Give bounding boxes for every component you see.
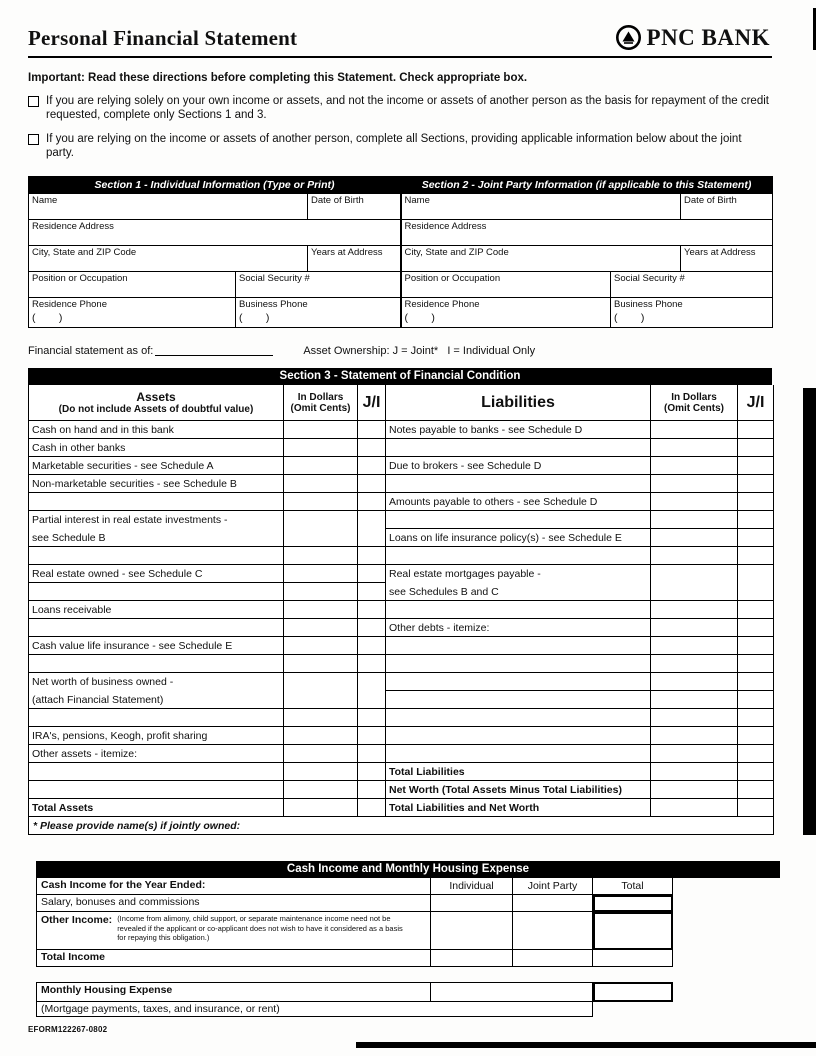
total-income-label: Total Income — [37, 950, 431, 967]
asset-amount-cell[interactable] — [284, 529, 358, 547]
liability-ji-cell[interactable] — [738, 799, 773, 817]
liability-ji-cell[interactable] — [738, 709, 773, 727]
asset-amount-cell[interactable] — [284, 745, 358, 763]
residence-phone-label: Residence Phone — [32, 299, 107, 311]
income-table — [36, 878, 781, 967]
liability-label — [386, 439, 651, 457]
liability-ji-cell[interactable] — [738, 601, 773, 619]
liability-label: Loans on life insurance policy(s) - see Schedule E — [386, 529, 651, 547]
section-1-header: Section 1 - Individual Information (Type or Print) — [29, 177, 401, 194]
salary-total-cell[interactable] — [593, 895, 673, 912]
asset-ji-cell[interactable] — [358, 619, 386, 637]
liability-label — [386, 727, 651, 745]
joint-city-state-zip-field[interactable] — [401, 246, 681, 272]
liability-label: Real estate mortgages payable - — [386, 565, 651, 583]
salary-label: Salary, bonuses and commissions — [37, 895, 431, 912]
assets-ji-header: J/I — [358, 385, 386, 421]
asset-label: Total Assets — [29, 799, 284, 817]
liability-amount-cell[interactable] — [651, 547, 738, 565]
joint-residence-phone-field[interactable] — [401, 298, 611, 328]
asset-label — [29, 655, 284, 673]
liabilities-dollars-header: In Dollars (Omit Cents) — [651, 385, 738, 421]
liability-label — [386, 655, 651, 673]
phone-parentheses: ( ) — [614, 312, 645, 325]
liability-label: see Schedules B and C — [386, 583, 651, 601]
liability-label: Net Worth (Total Assets Minus Total Liabilities) — [386, 781, 651, 799]
liabilities-ji-header: J/I — [738, 385, 773, 421]
liability-ji-cell[interactable] — [738, 457, 773, 475]
asset-amount-cell[interactable] — [284, 763, 358, 781]
financial-condition-row — [29, 493, 773, 511]
liability-ji-cell[interactable] — [738, 727, 773, 745]
individual-years-at-address-field[interactable] — [308, 246, 401, 272]
checkbox-option-joint-party — [28, 133, 772, 160]
financial-condition-row — [29, 709, 773, 727]
asset-label: (attach Financial Statement) — [29, 691, 284, 709]
liability-ji-cell[interactable] — [738, 583, 773, 601]
section-1-2-table — [28, 176, 773, 328]
as-of-date-input[interactable] — [155, 344, 273, 356]
brand-name: PNC BANK — [646, 24, 770, 50]
business-phone-label: Business Phone — [239, 299, 308, 311]
jointly-owned-footnote: * Please provide name(s) if jointly owned: — [33, 819, 241, 832]
asset-ji-cell[interactable] — [358, 781, 386, 799]
individual-occupation-field[interactable] — [29, 272, 236, 298]
as-of-label: Financial statement as of: — [28, 345, 154, 358]
total-income-joint-cell[interactable] — [513, 950, 593, 967]
asset-amount-cell[interactable] — [284, 457, 358, 475]
liability-amount-cell[interactable] — [651, 529, 738, 547]
asset-label — [29, 547, 284, 565]
liability-ji-cell[interactable] — [738, 673, 773, 691]
occupation-label: Position or Occupation — [32, 273, 128, 285]
asset-label — [29, 781, 284, 799]
asset-label: Marketable securities - see Schedule A — [29, 457, 284, 475]
liability-label — [386, 511, 651, 529]
scan-artifact-bottom-bar — [356, 1042, 816, 1048]
checkbox-option-own-income — [28, 95, 772, 122]
liability-label — [386, 709, 651, 727]
liability-amount-cell[interactable] — [651, 673, 738, 691]
phone-parentheses: ( ) — [404, 312, 435, 325]
city-state-zip-label: City, State and ZIP Code — [404, 247, 509, 259]
liability-label: Other debts - itemize: — [386, 619, 651, 637]
dob-label: Date of Birth — [311, 195, 364, 207]
asset-ji-cell[interactable] — [358, 745, 386, 763]
liability-amount-cell[interactable] — [651, 709, 738, 727]
liability-amount-cell[interactable] — [651, 637, 738, 655]
asset-amount-cell[interactable] — [284, 799, 358, 817]
own-income-checkbox[interactable] — [28, 96, 39, 107]
asset-amount-cell[interactable] — [284, 511, 358, 529]
asset-amount-cell[interactable] — [284, 727, 358, 745]
asset-ji-cell[interactable] — [358, 763, 386, 781]
asset-ji-cell[interactable] — [358, 727, 386, 745]
financial-condition-row — [29, 565, 773, 583]
liability-ji-cell[interactable] — [738, 691, 773, 709]
joint-name-field[interactable] — [401, 194, 681, 220]
liability-ji-cell[interactable] — [738, 763, 773, 781]
asset-amount-cell[interactable] — [284, 655, 358, 673]
liability-label — [386, 745, 651, 763]
liability-amount-cell[interactable] — [651, 655, 738, 673]
liability-amount-cell[interactable] — [651, 439, 738, 457]
liability-label — [386, 475, 651, 493]
asset-label — [29, 709, 284, 727]
joint-party-column-header: Joint Party — [513, 878, 593, 895]
financial-condition-row — [29, 529, 773, 547]
total-income-individual-cell[interactable] — [431, 950, 513, 967]
joint-years-at-address-field[interactable] — [681, 246, 773, 272]
total-column-header: Total — [593, 878, 673, 895]
asset-label: IRA's, pensions, Keogh, profit sharing — [29, 727, 284, 745]
section-3 — [28, 368, 772, 835]
asset-amount-cell[interactable] — [284, 547, 358, 565]
salary-individual-cell[interactable] — [431, 895, 513, 912]
liability-ji-cell[interactable] — [738, 745, 773, 763]
liability-ji-cell[interactable] — [738, 493, 773, 511]
asset-label: Net worth of business owned - — [29, 673, 284, 691]
own-income-checkbox-label: If you are relying solely on your own income or assets, and not the income or assets of another person as the basis for repayment of the credit requested, complete only Sections 1 and 3. — [46, 95, 769, 121]
other-income-label-cell — [37, 912, 431, 950]
liability-label: Amounts payable to others - see Schedule D — [386, 493, 651, 511]
asset-ji-cell[interactable] — [358, 583, 386, 601]
residence-address-label: Residence Address — [32, 221, 114, 233]
asset-amount-cell[interactable] — [284, 565, 358, 583]
asset-label — [29, 493, 284, 511]
asset-ji-cell[interactable] — [358, 457, 386, 475]
asset-amount-cell[interactable] — [284, 637, 358, 655]
asset-ji-cell[interactable] — [358, 655, 386, 673]
liability-amount-cell[interactable] — [651, 601, 738, 619]
asset-label: Other assets - itemize: — [29, 745, 284, 763]
asset-ji-cell[interactable] — [358, 439, 386, 457]
asset-ji-cell[interactable] — [358, 709, 386, 727]
income-section — [36, 861, 772, 1017]
asset-label — [29, 583, 284, 601]
asset-ji-cell[interactable] — [358, 799, 386, 817]
asset-ji-cell[interactable] — [358, 475, 386, 493]
liability-label: Due to brokers - see Schedule D — [386, 457, 651, 475]
asset-amount-cell[interactable] — [284, 475, 358, 493]
monthly-housing-table — [36, 982, 781, 1017]
asset-amount-cell[interactable] — [284, 493, 358, 511]
salary-joint-cell[interactable] — [513, 895, 593, 912]
liability-amount-cell[interactable] — [651, 493, 738, 511]
asset-label: Real estate owned - see Schedule C — [29, 565, 284, 583]
joint-dob-field[interactable] — [681, 194, 773, 220]
form-number: EFORM122267-0802 — [28, 1025, 108, 1035]
occupation-label: Position or Occupation — [404, 273, 501, 285]
individual-ssn-field[interactable] — [236, 272, 401, 298]
page-title: Personal Financial Statement — [28, 26, 298, 50]
liability-label — [386, 673, 651, 691]
asset-label: Cash on hand and in this bank — [29, 421, 284, 439]
financial-condition-row — [29, 439, 773, 457]
financial-condition-row — [29, 727, 773, 745]
instructions-heading: Important: Read these directions before completing this Statement. Check appropriate box. — [28, 72, 528, 84]
financial-condition-row — [29, 457, 773, 475]
other-income-individual-cell[interactable] — [431, 912, 513, 950]
section-3-title: Section 3 - Statement of Financial Condition — [28, 368, 772, 385]
liability-label: Total Liabilities and Net Worth — [386, 799, 651, 817]
year-ended-label: Cash Income for the Year Ended: — [37, 878, 431, 895]
individual-residence-address-field[interactable] — [29, 220, 401, 246]
liability-amount-cell[interactable] — [651, 799, 738, 817]
liability-amount-cell[interactable] — [651, 727, 738, 745]
asset-amount-cell[interactable] — [284, 673, 358, 691]
financial-condition-row — [29, 547, 773, 565]
liability-amount-cell[interactable] — [651, 565, 738, 583]
asset-label: Cash value life insurance - see Schedule E — [29, 637, 284, 655]
individual-business-phone-field[interactable] — [236, 298, 401, 328]
liability-ji-cell[interactable] — [738, 655, 773, 673]
monthly-housing-mid-cell[interactable] — [431, 982, 593, 1002]
statement-as-of-line — [28, 344, 772, 357]
financial-condition-row — [29, 475, 773, 493]
financial-condition-row — [29, 781, 773, 799]
liability-amount-cell[interactable] — [651, 511, 738, 529]
financial-condition-row — [29, 511, 773, 529]
other-income-joint-cell[interactable] — [513, 912, 593, 950]
asset-ownership-legend: Asset Ownership: J = Joint* I = Individual Only — [303, 345, 536, 358]
dob-label: Date of Birth — [684, 195, 737, 207]
section-3-column-headers — [29, 385, 773, 421]
other-income-label: Other Income: — [41, 914, 113, 927]
ssn-label: Social Security # — [614, 273, 685, 285]
asset-ji-cell[interactable] — [358, 529, 386, 547]
liability-amount-cell[interactable] — [651, 583, 738, 601]
liability-ji-cell[interactable] — [738, 619, 773, 637]
masthead — [28, 24, 772, 51]
section-2-header: Section 2 - Joint Party Information (if applicable to this Statement) — [401, 177, 773, 194]
asset-label — [29, 763, 284, 781]
years-at-address-label: Years at Address — [684, 247, 756, 259]
joint-party-checkbox[interactable] — [28, 134, 39, 145]
asset-amount-cell[interactable] — [284, 619, 358, 637]
mortgage-note: (Mortgage payments, taxes, and insurance, or rent) — [37, 1002, 593, 1017]
asset-amount-cell[interactable] — [284, 601, 358, 619]
joint-business-phone-field[interactable] — [611, 298, 773, 328]
asset-ji-cell[interactable] — [358, 565, 386, 583]
liability-ji-cell[interactable] — [738, 781, 773, 799]
asset-label: Cash in other banks — [29, 439, 284, 457]
phone-parentheses: ( ) — [32, 312, 63, 325]
financial-condition-row — [29, 799, 773, 817]
liability-ji-cell[interactable] — [738, 511, 773, 529]
liability-amount-cell[interactable] — [651, 475, 738, 493]
asset-ji-cell[interactable] — [358, 511, 386, 529]
name-label: Name — [404, 195, 430, 207]
other-income-note: (Income from alimony, child support, or separate maintenance income need not be revealed if the applicant or co-applicant does not wish to have it considered as a basis for repaying this obligation.) — [117, 914, 403, 942]
liability-amount-cell[interactable] — [651, 763, 738, 781]
monthly-housing-total-cell[interactable] — [593, 982, 673, 1002]
joint-ssn-field[interactable] — [611, 272, 773, 298]
liability-label — [386, 601, 651, 619]
assets-header-line2: (Do not include Assets of doubtful value) — [58, 404, 254, 416]
liability-label — [386, 691, 651, 709]
individual-column-header: Individual — [431, 878, 513, 895]
asset-ji-cell[interactable] — [358, 601, 386, 619]
asset-ji-cell[interactable] — [358, 493, 386, 511]
asset-ji-cell[interactable] — [358, 673, 386, 691]
financial-condition-row — [29, 691, 773, 709]
ssn-label: Social Security # — [239, 273, 310, 285]
residence-address-label: Residence Address — [404, 221, 487, 233]
section-3-table — [28, 385, 774, 835]
income-section-title: Cash Income and Monthly Housing Expense — [36, 861, 780, 878]
years-at-address-label: Years at Address — [311, 247, 383, 259]
joint-residence-address-field[interactable] — [401, 220, 773, 246]
income-table-filler — [673, 878, 781, 895]
asset-amount-cell[interactable] — [284, 709, 358, 727]
financial-condition-row — [29, 619, 773, 637]
total-income-total-cell[interactable] — [593, 950, 673, 967]
financial-condition-row — [29, 583, 773, 601]
other-income-total-cell[interactable] — [593, 912, 673, 950]
liability-ji-cell[interactable] — [738, 565, 773, 583]
liabilities-column-header: Liabilities — [386, 385, 651, 421]
individual-residence-phone-field[interactable] — [29, 298, 236, 328]
asset-ji-cell[interactable] — [358, 637, 386, 655]
liability-ji-cell[interactable] — [738, 637, 773, 655]
asset-amount-cell[interactable] — [284, 691, 358, 709]
joint-occupation-field[interactable] — [401, 272, 611, 298]
liability-label — [386, 547, 651, 565]
asset-label: Loans receivable — [29, 601, 284, 619]
pnc-logo-icon — [615, 24, 642, 51]
liability-label: Total Liabilities — [386, 763, 651, 781]
liability-ji-cell[interactable] — [738, 421, 773, 439]
asset-label — [29, 619, 284, 637]
asset-ji-cell[interactable] — [358, 691, 386, 709]
liability-label — [386, 637, 651, 655]
asset-label: Partial interest in real estate investments - — [29, 511, 284, 529]
financial-condition-row — [29, 601, 773, 619]
financial-condition-row — [29, 637, 773, 655]
city-state-zip-label: City, State and ZIP Code — [32, 247, 137, 259]
header-rule — [28, 56, 772, 58]
asset-ji-cell[interactable] — [358, 547, 386, 565]
liability-ji-cell[interactable] — [738, 529, 773, 547]
monthly-housing-label: Monthly Housing Expense — [37, 982, 431, 1002]
financial-condition-row — [29, 421, 773, 439]
liability-ji-cell[interactable] — [738, 547, 773, 565]
assets-header-line1: Assets — [136, 390, 176, 405]
residence-phone-label: Residence Phone — [404, 299, 480, 311]
asset-amount-cell[interactable] — [284, 439, 358, 457]
asset-label: Non-marketable securities - see Schedule B — [29, 475, 284, 493]
asset-amount-cell[interactable] — [284, 781, 358, 799]
individual-name-field[interactable] — [29, 194, 308, 220]
liability-amount-cell[interactable] — [651, 421, 738, 439]
asset-ji-cell[interactable] — [358, 421, 386, 439]
joint-party-checkbox-label: If you are relying on the income or assets of another person, complete all Sections, providing applicable information below about the joint party. — [46, 133, 742, 159]
assets-column-header — [29, 385, 284, 421]
liability-ji-cell[interactable] — [738, 439, 773, 457]
individual-dob-field[interactable] — [308, 194, 401, 220]
financial-condition-row — [29, 745, 773, 763]
liability-label: Notes payable to banks - see Schedule D — [386, 421, 651, 439]
scan-artifact-right-bar — [803, 388, 816, 835]
financial-condition-row — [29, 673, 773, 691]
asset-label: see Schedule B — [29, 529, 284, 547]
liability-amount-cell[interactable] — [651, 781, 738, 799]
liability-ji-cell[interactable] — [738, 475, 773, 493]
individual-city-state-zip-field[interactable] — [29, 246, 308, 272]
liability-amount-cell[interactable] — [651, 691, 738, 709]
liability-amount-cell[interactable] — [651, 457, 738, 475]
assets-dollars-header: In Dollars (Omit Cents) — [284, 385, 358, 421]
asset-amount-cell[interactable] — [284, 583, 358, 601]
liability-amount-cell[interactable] — [651, 745, 738, 763]
pnc-logo — [615, 24, 772, 51]
financial-condition-row — [29, 655, 773, 673]
name-label: Name — [32, 195, 58, 207]
liability-amount-cell[interactable] — [651, 619, 738, 637]
financial-condition-row — [29, 763, 773, 781]
phone-parentheses: ( ) — [239, 312, 270, 325]
business-phone-label: Business Phone — [614, 299, 683, 311]
asset-amount-cell[interactable] — [284, 421, 358, 439]
